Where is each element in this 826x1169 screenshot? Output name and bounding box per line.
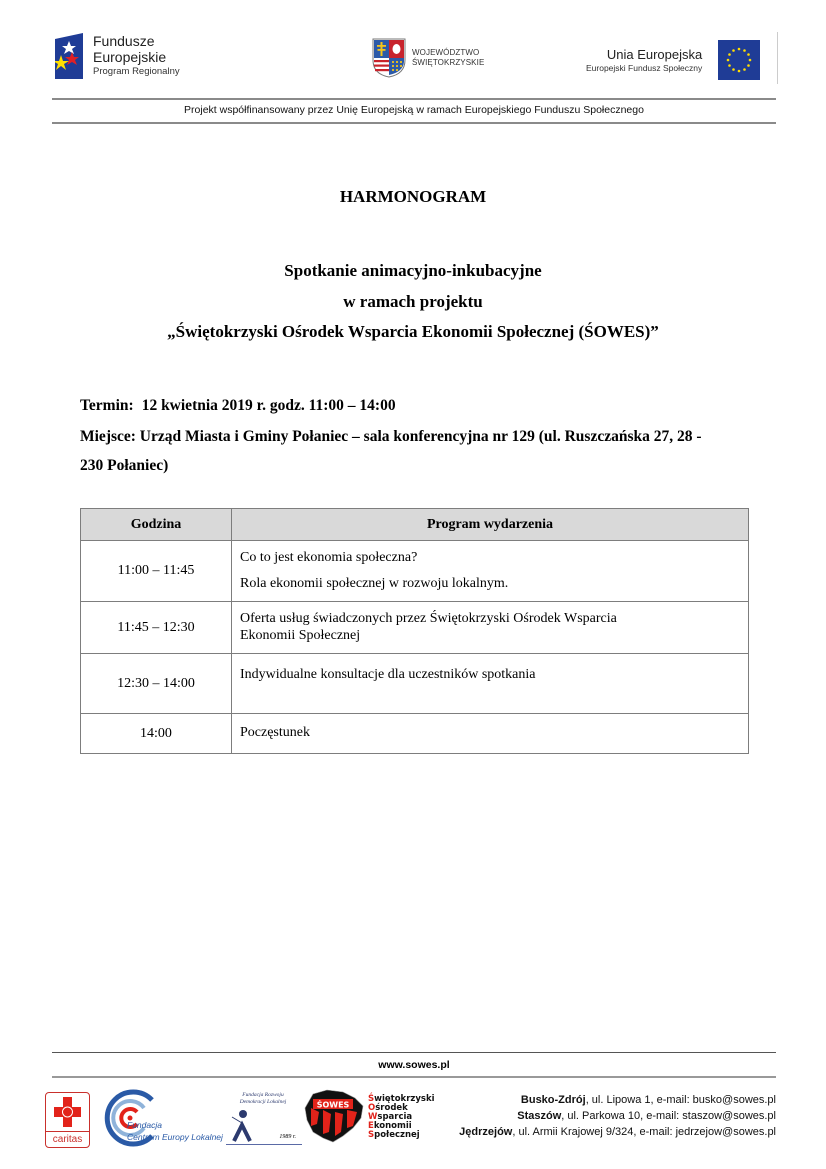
eu-line1: Unia Europejska xyxy=(606,46,703,62)
logo-fundacja-cel xyxy=(100,1088,223,1148)
header-divider-top xyxy=(52,98,776,100)
table-row xyxy=(81,714,749,754)
address-line: Staszów, ul. Parkowa 10, e-mail: staszow@sowes.pl xyxy=(517,1110,776,1122)
miejsce-line2: 230 Połaniec) xyxy=(80,457,169,474)
sowes-line: Ośrodek xyxy=(368,1102,408,1113)
time-cell: 11:00 – 11:45 xyxy=(81,541,232,602)
logo-frdl xyxy=(226,1092,302,1147)
termin-label: Termin: xyxy=(80,397,134,414)
program-cell xyxy=(232,541,749,602)
termin-value: 12 kwietnia 2019 r. godz. 11:00 – 14:00 xyxy=(141,397,396,414)
program-line: Poczęstunek xyxy=(240,725,310,741)
eu-line2: Europejski Fundusz Społeczny xyxy=(586,62,703,73)
program-cell xyxy=(232,602,749,654)
frdl-line2: Demokracji Lokalnej xyxy=(239,1099,287,1105)
table-header-row xyxy=(81,509,749,541)
header-divider-bottom xyxy=(52,122,776,124)
cofinancing-note: Projekt współfinansowany przez Unię Europejską w ramach Europejskiego Funduszu Społecznego xyxy=(184,104,644,116)
fundusze-europejskie-flag-icon xyxy=(55,33,83,79)
header-edge-line xyxy=(777,32,778,84)
time-cell: 14:00 xyxy=(81,714,232,754)
miejsce-line1: Miejsce: Urząd Miasta i Gminy Połaniec – sala konferencyjna nr 129 (ul. Ruszczańska 27, 28 - xyxy=(80,428,702,445)
subtitle-line3: „Świętokrzyski Ośrodek Wsparcia Ekonomii Społecznej (ŚOWES)” xyxy=(167,322,659,341)
table-row xyxy=(81,541,749,602)
logo-sowes-map xyxy=(303,1088,365,1144)
address-line: Jędrzejów, ul. Armii Krajowej 9/324, e-mail: jedrzejow@sowes.pl xyxy=(459,1126,776,1138)
program-line: Co to jest ekonomia społeczna? xyxy=(240,550,418,566)
fe-line3: Program Regionalny xyxy=(93,66,180,78)
website-link[interactable]: www.sowes.pl xyxy=(378,1059,450,1071)
schedule-table xyxy=(80,508,749,754)
fcel-line1: Fundacja xyxy=(127,1120,162,1130)
ws-line1: WOJEWÓDZTWO xyxy=(412,48,480,57)
frdl-year: 1989 r. xyxy=(279,1134,296,1140)
header-program: Program wydarzenia xyxy=(232,509,749,541)
fe-line2: Europejskie xyxy=(93,48,167,65)
program-cell xyxy=(232,714,749,754)
sowes-map-icon xyxy=(303,1088,365,1144)
time-cell: 12:30 – 14:00 xyxy=(81,654,232,714)
footer-divider-top xyxy=(52,1052,776,1053)
sowes-line: Świętokrzyski xyxy=(368,1094,435,1104)
program-line: Indywidualne konsultacje dla uczestników spotkania xyxy=(240,667,536,682)
coat-of-arms-shield-icon xyxy=(372,38,406,78)
header-godzina: Godzina xyxy=(81,509,232,541)
sowes-line: Społecznej xyxy=(368,1129,420,1140)
footer-divider-bottom xyxy=(52,1076,776,1078)
subtitle-line2: w ramach projektu xyxy=(343,292,483,311)
ws-line2: ŚWIĘTOKRZYSKIE xyxy=(412,58,485,67)
eu-flag-icon xyxy=(718,40,760,80)
frdl-figure-icon xyxy=(230,1109,256,1143)
sowes-line: Ekonomii xyxy=(368,1120,412,1131)
sowes-name-block xyxy=(368,1095,435,1140)
program-line: Rola ekonomii społecznej w rozwoju lokalnym. xyxy=(240,575,509,591)
time-cell: 11:45 – 12:30 xyxy=(81,602,232,654)
caritas-label: caritas xyxy=(46,1131,89,1147)
sowes-line: Wsparcia xyxy=(368,1111,413,1122)
program-line: Ekonomii Społecznej xyxy=(240,627,361,643)
subtitle-line1: Spotkanie animacyjno-inkubacyjne xyxy=(284,261,542,280)
logo-fundusze-europejskie xyxy=(55,33,180,79)
frdl-baseline xyxy=(226,1144,302,1145)
page-title: HARMONOGRAM xyxy=(339,187,487,206)
program-cell xyxy=(232,654,749,714)
caritas-cross-icon xyxy=(54,1097,81,1127)
fe-line1: Fundusze xyxy=(93,33,155,50)
svg-text:ŚOWES: ŚOWES xyxy=(316,1100,350,1110)
table-row xyxy=(81,654,749,714)
logo-unia-europejska xyxy=(586,40,760,80)
termin-line xyxy=(80,397,396,415)
fcel-line2: Centrum Europy Lokalnej xyxy=(127,1132,223,1142)
office-addresses xyxy=(459,1092,776,1140)
frdl-line1: Fundacja Rozwoju xyxy=(242,1092,284,1098)
table-row xyxy=(81,602,749,654)
program-line: Oferta usług świadczonych przez Świętokrzyski Ośrodek Wsparcia xyxy=(240,611,617,627)
logo-wojewodztwo xyxy=(372,38,484,78)
address-line: Busko-Zdrój, ul. Lipowa 1, e-mail: busko@sowes.pl xyxy=(520,1094,776,1106)
logo-caritas xyxy=(45,1092,90,1148)
